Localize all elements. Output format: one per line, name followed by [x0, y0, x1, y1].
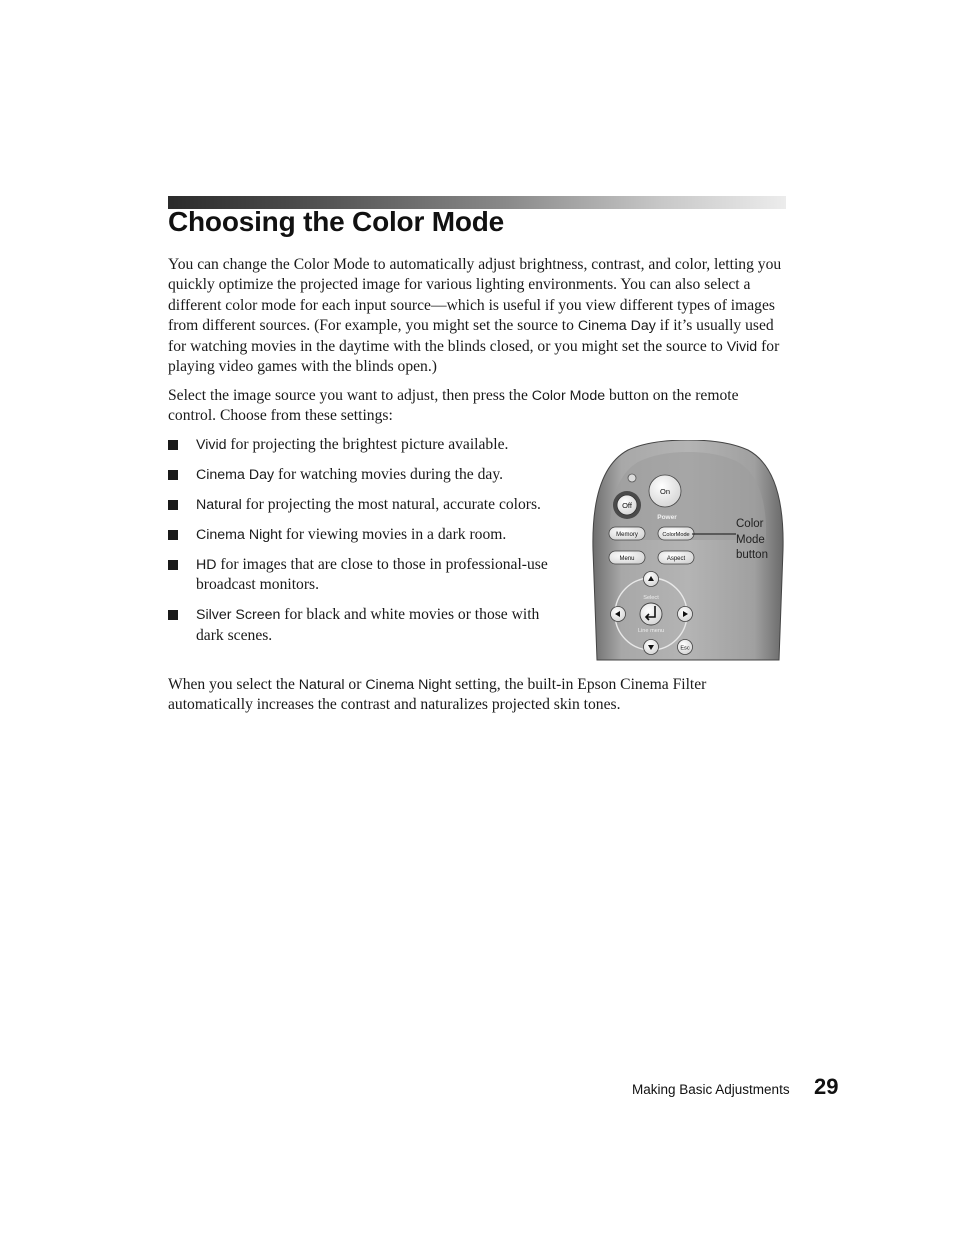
settings-list-item — [168, 435, 548, 455]
setting-description: for images that are close to those in professional-use broadcast monitors. — [196, 556, 548, 594]
intro-text-2: if it’s usually used for watching movies in the daytime with the blinds closed, or you might set the source to — [168, 317, 774, 355]
closing-paragraph — [168, 675, 786, 716]
callout-line-3: button — [736, 549, 768, 561]
setting-description: for black and white movies or those with dark scenes. — [196, 606, 540, 644]
settings-list — [168, 435, 548, 656]
intro-paragraph — [168, 255, 786, 377]
setting-description: for viewing movies in a dark room. — [281, 526, 507, 543]
closing-keyword-natural: Natural — [298, 677, 345, 693]
page-number: 29 — [814, 1074, 839, 1099]
settings-list-item — [168, 525, 548, 545]
setting-name: Cinema Day — [196, 467, 275, 483]
select-keyword-color-mode: Color Mode — [531, 388, 606, 404]
setting-name: HD — [196, 557, 217, 573]
power-label: Power — [657, 514, 677, 521]
closing-text-1: When you select the — [168, 676, 299, 693]
setting-name: Cinema Night — [196, 527, 282, 543]
setting-name: Vivid — [196, 437, 227, 453]
settings-list-item — [168, 605, 548, 646]
setting-name: Silver Screen — [196, 607, 281, 624]
memory-button-label: Memory — [616, 532, 638, 538]
bullet-square-icon — [168, 560, 178, 570]
bullet-square-icon — [168, 470, 178, 480]
esc-button-label: Esc — [680, 645, 690, 652]
intro-text-3: for playing video games with the blinds open.) — [168, 337, 780, 376]
bullet-square-icon — [168, 530, 178, 540]
intro-keyword-cinema-day: Cinema Day — [577, 318, 656, 335]
footer-section-title: Making Basic Adjustments — [632, 1082, 790, 1097]
settings-list-item — [168, 555, 548, 596]
closing-text-3: setting, the built-in Epson Cinema Filter automatically increases the contrast and naturalizes projected skin tones. — [168, 676, 707, 714]
menu-button-label: Menu — [619, 556, 635, 562]
page-title: Choosing the Color Mode — [168, 206, 505, 237]
settings-list-item — [168, 465, 548, 485]
select-text-2: button on the remote control. Choose from these settings: — [168, 387, 739, 425]
intro-keyword-vivid: Vivid — [726, 338, 758, 355]
select-label: Select — [643, 595, 659, 601]
intro-text-1: You can change the Color Mode to automatically adjust brightness, contrast, and color, letting you quickly optimize the projected image for various lighting environments. You can also select a different color mode for each input source—which is useful if you view different types of images from different sources. (For example, you might set the source to — [168, 256, 782, 335]
bullet-square-icon — [168, 610, 178, 620]
setting-description: for watching movies during the day. — [274, 466, 504, 483]
on-button-label: On — [659, 487, 671, 496]
color-mode-callout — [736, 517, 768, 564]
callout-line-1: Color — [736, 518, 764, 530]
select-text-1: Select the image source you want to adjust, then press the — [168, 387, 532, 404]
bullet-square-icon — [168, 440, 178, 450]
settings-list-item — [168, 495, 548, 515]
bullet-square-icon — [168, 500, 178, 510]
color-mode-button-label: ColorMode — [662, 532, 690, 538]
off-button-label: Off — [622, 501, 632, 510]
select-paragraph — [168, 386, 786, 427]
setting-description: for projecting the most natural, accurate colors. — [241, 496, 541, 513]
line-menu-label: Line menu — [637, 628, 665, 634]
closing-text-2: or — [344, 676, 366, 693]
aspect-button-label: Aspect — [666, 556, 686, 562]
enter-button — [640, 603, 662, 625]
callout-line-2: Mode — [736, 533, 765, 546]
closing-keyword-cinema-night: Cinema Night — [365, 677, 452, 693]
setting-name: Natural — [196, 497, 242, 513]
setting-description: for projecting the brightest picture available. — [226, 436, 509, 453]
indicator-light-icon — [628, 474, 636, 482]
